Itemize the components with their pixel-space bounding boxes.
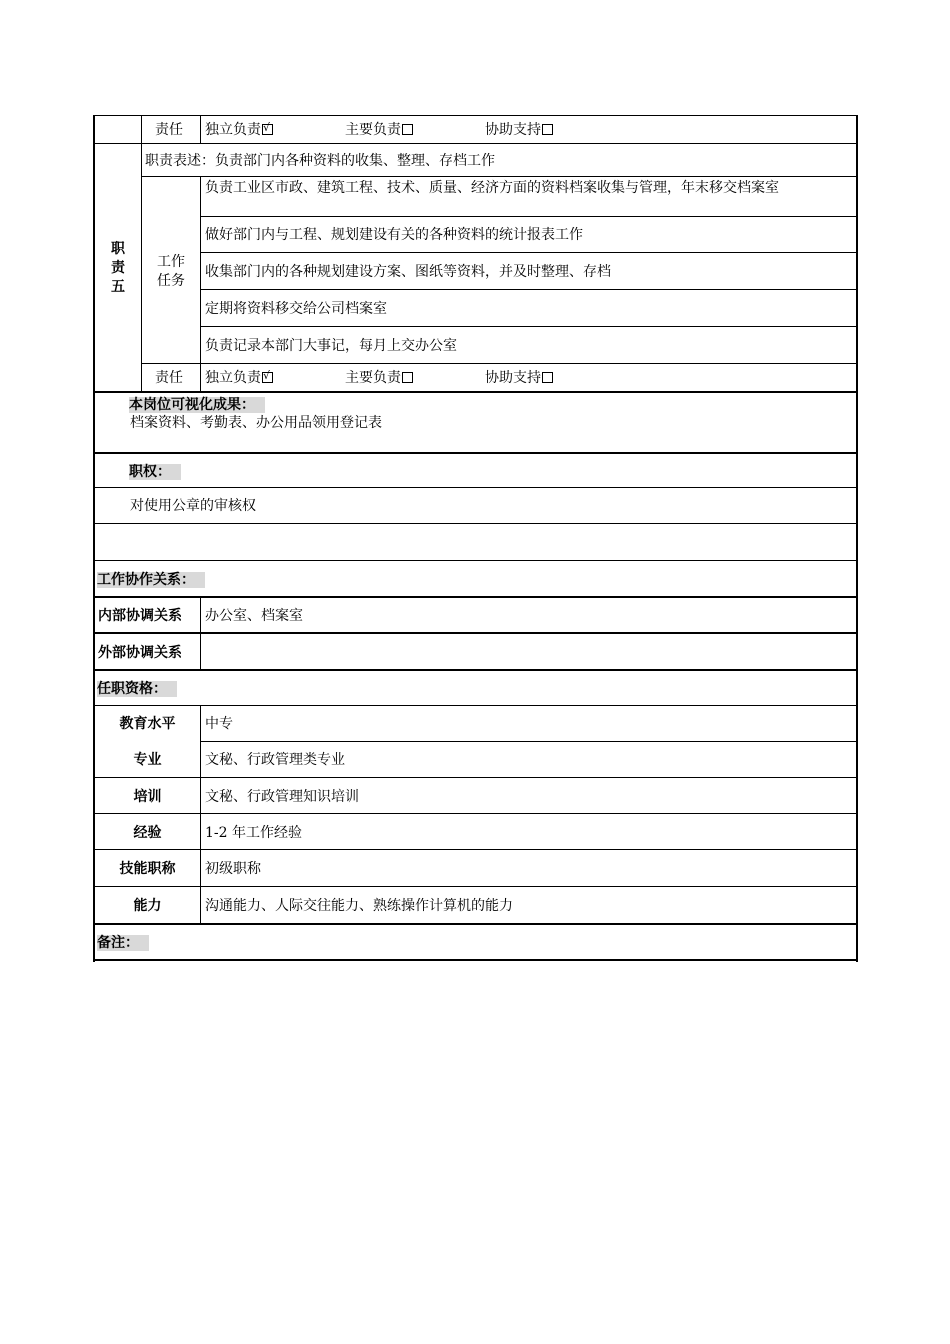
task-item-2: 做好部门内与工程、规划建设有关的各种资料的统计报表工作 [205, 227, 583, 243]
duty5-assist-label: 协助支持 [485, 370, 541, 386]
duty5-main-checkbox[interactable] [402, 372, 413, 383]
top-resp-label: 责任 [155, 122, 183, 138]
qual-row-training-value: 文秘、行政管理知识培训 [205, 789, 359, 805]
qual-row-title-value: 初级职称 [205, 861, 261, 877]
task-item-4: 定期将资料移交给公司档案室 [205, 301, 387, 317]
authority-label: 职权： [129, 463, 181, 481]
internal-coord-value: 办公室、档案室 [205, 608, 303, 624]
top-main-label: 主要负责 [345, 122, 401, 138]
duty5-independent-checkbox[interactable] [262, 372, 273, 383]
qual-row-title-label: 技能职称 [119, 861, 176, 877]
duty5-tasks-label: 工作任务 [157, 254, 185, 289]
qualifications-label: 任职资格： [97, 680, 177, 698]
qual-row-ability-label: 能力 [133, 898, 162, 914]
qual-row-ability-value: 沟通能力、人际交往能力、熟练操作计算机的能力 [205, 898, 513, 914]
qual-row-training-label: 培训 [133, 789, 162, 805]
task-item-5: 负责记录本部门大事记，每月上交办公室 [205, 338, 457, 354]
qual-row-education-label: 教育水平 [119, 716, 176, 732]
qual-row-experience-value: 1-2 年工作经验 [205, 825, 302, 841]
visual-results-content: 档案资料、考勤表、办公用品领用登记表 [130, 415, 382, 431]
duty5-description: 职责表述：负责部门内各种资料的收集、整理、存档工作 [145, 153, 495, 169]
qual-row-major-value: 文秘、行政管理类专业 [205, 752, 345, 768]
top-resp-options [205, 121, 553, 139]
visual-results-label: 本岗位可视化成果： [129, 396, 265, 414]
table-bottom-border [93, 959, 858, 961]
top-assist-checkbox[interactable] [542, 124, 553, 135]
cooperation-label: 工作协作关系： [97, 571, 205, 589]
external-coord-label: 外部协调关系 [98, 645, 182, 661]
top-main-checkbox[interactable] [402, 124, 413, 135]
top-independent-label: 独立负责 [205, 122, 261, 138]
authority-content: 对使用公章的审核权 [130, 498, 256, 514]
top-assist-label: 协助支持 [485, 122, 541, 138]
table-top-border [93, 115, 858, 116]
qual-row-major-label: 专业 [133, 752, 162, 768]
duty5-section-label: 职责五 [111, 241, 125, 295]
internal-coord-label: 内部协调关系 [98, 608, 182, 624]
top-independent-checkbox[interactable] [262, 124, 273, 135]
qual-row-education-value: 中专 [205, 716, 233, 732]
task-item-1: 负责工业区市政、建筑工程、技术、质量、经济方面的资料档案收集与管理，年末移交档案室 [205, 180, 779, 196]
duty5-resp-label: 责任 [155, 370, 183, 386]
duty5-independent-label: 独立负责 [205, 370, 261, 386]
qual-row-experience-label: 经验 [133, 825, 162, 841]
duty5-main-label: 主要负责 [345, 370, 401, 386]
duty5-resp-options [205, 369, 553, 387]
table-right-border [856, 115, 858, 962]
duty5-assist-checkbox[interactable] [542, 372, 553, 383]
remarks-label: 备注： [97, 934, 149, 952]
task-item-3: 收集部门内的各种规划建设方案、图纸等资料，并及时整理、存档 [205, 264, 611, 280]
